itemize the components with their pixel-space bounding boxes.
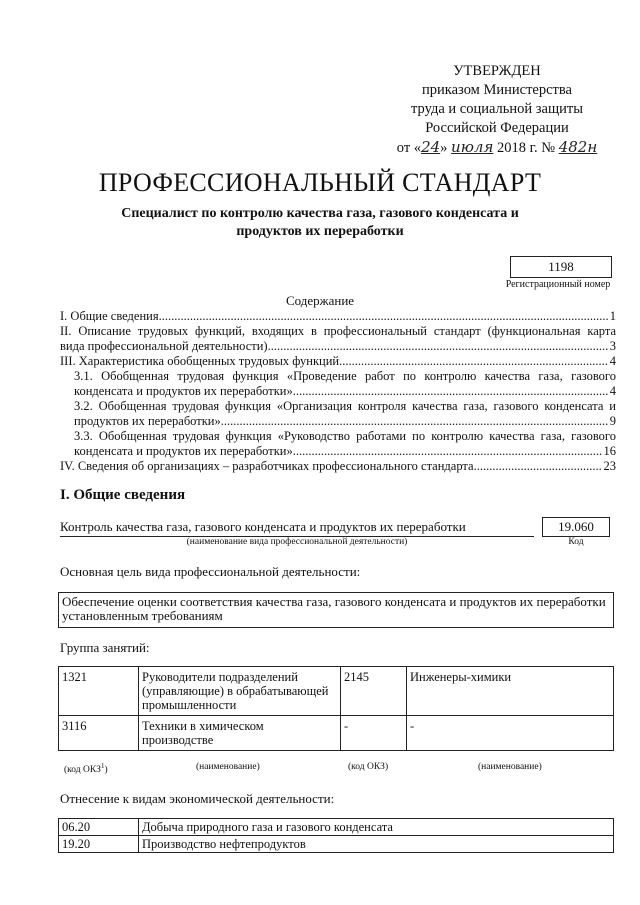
name-caption: (наименование): [196, 762, 260, 772]
activity-caption: (наименование вида профессиональной деятельности): [186, 537, 408, 547]
occupation-name: Руководители подразделений (управляющие) в обрабатывающей промышленности: [139, 667, 341, 716]
approval-block: [392, 62, 602, 158]
toc-item[interactable]: 3.2. Обобщенная трудовая функция «Организация контроля качества газа, газового конденсата и продуктов их переработки» ..... 9: [60, 399, 616, 429]
registration-caption: Регистрационный номер: [505, 279, 611, 290]
okz-code: 3116: [59, 716, 139, 751]
registration-number: 1198: [510, 256, 612, 278]
goal-heading: Основная цель вида профессиональной деятельности:: [60, 564, 361, 579]
toc-item[interactable]: 3.3. Обобщенная трудовая функция «Руководство работами по контролю качества газа, газового конденсата и продуктов их переработки» ..... 16: [60, 429, 616, 459]
approval-date-line: от «24» июля 2018 г. № 482н: [396, 138, 598, 156]
okved-name: Добыча природного газа и газового конденсата: [139, 819, 614, 836]
approval-title: УТВЕРЖДЕН: [453, 63, 541, 79]
table-row: [59, 667, 614, 716]
activity-code: 19.060: [542, 517, 610, 537]
toc-item[interactable]: IV. Сведения об организациях – разработчиках профессионального стандарта ..... 23: [60, 459, 616, 474]
occupation-name: Инженеры-химики: [407, 667, 614, 716]
okved-name: Производство нефтепродуктов: [139, 836, 614, 853]
toc-item[interactable]: 3.1. Обобщенная трудовая функция «Проведение работ по контролю качества газа, газового конденсата и продуктов их переработки» ..... 4: [60, 369, 616, 399]
okz-code: -: [341, 716, 407, 751]
table-row: [59, 716, 614, 751]
activity-code-caption: Код: [568, 537, 584, 547]
approval-line: Российской Федерации: [425, 120, 569, 136]
okz-code-caption: (код ОКЗ): [348, 762, 389, 772]
okz-code: 1321: [59, 667, 139, 716]
okved-code: 06.20: [59, 819, 139, 836]
table-of-contents: [60, 309, 616, 474]
table-row: [59, 819, 614, 836]
occupation-name: Техники в химическом производстве: [139, 716, 341, 751]
table-row: [59, 836, 614, 853]
name-caption: (наименование): [478, 762, 542, 772]
activity-name: Контроль качества газа, газового конденсата и продуктов их переработки: [60, 519, 534, 537]
occupation-name: -: [407, 716, 614, 751]
section-heading: I. Общие сведения: [60, 487, 186, 503]
approval-line: приказом Министерства: [422, 82, 572, 98]
approval-month: июля: [451, 138, 494, 156]
economic-activity-table: [58, 818, 614, 853]
document-title: ПРОФЕССИОНАЛЬНЫЙ СТАНДАРТ: [98, 168, 542, 197]
occupation-group-table: [58, 666, 614, 751]
activities-heading: Отнесение к видам экономической деятельности:: [60, 791, 335, 806]
approval-line: труда и социальной защиты: [411, 101, 583, 117]
approval-number: 482н: [558, 138, 598, 156]
okved-code: 19.20: [59, 836, 139, 853]
toc-heading: Содержание: [285, 293, 355, 308]
goal-text: Обеспечение оценки соответствия качества газа, газового конденсата и продуктов их переработки установленным требованиям: [58, 592, 614, 628]
toc-item[interactable]: II. Описание трудовых функций, входящих в профессиональный стандарт (функциональная карта вида профессиональной деятельности) ..... 3: [60, 324, 616, 354]
okz-code-caption: (код ОКЗ$^1$): [64, 762, 108, 776]
toc-item[interactable]: III. Характеристика обобщенных трудовых функций ..... 4: [60, 354, 616, 369]
toc-item[interactable]: I. Общие сведения ..... 1: [60, 309, 616, 324]
approval-day: 24: [421, 138, 441, 156]
document-subtitle: Специалист по контролю качества газа, газового конденсата и продуктов их переработки: [121, 206, 519, 239]
okz-code: 2145: [341, 667, 407, 716]
group-heading: Группа занятий:: [60, 640, 150, 655]
